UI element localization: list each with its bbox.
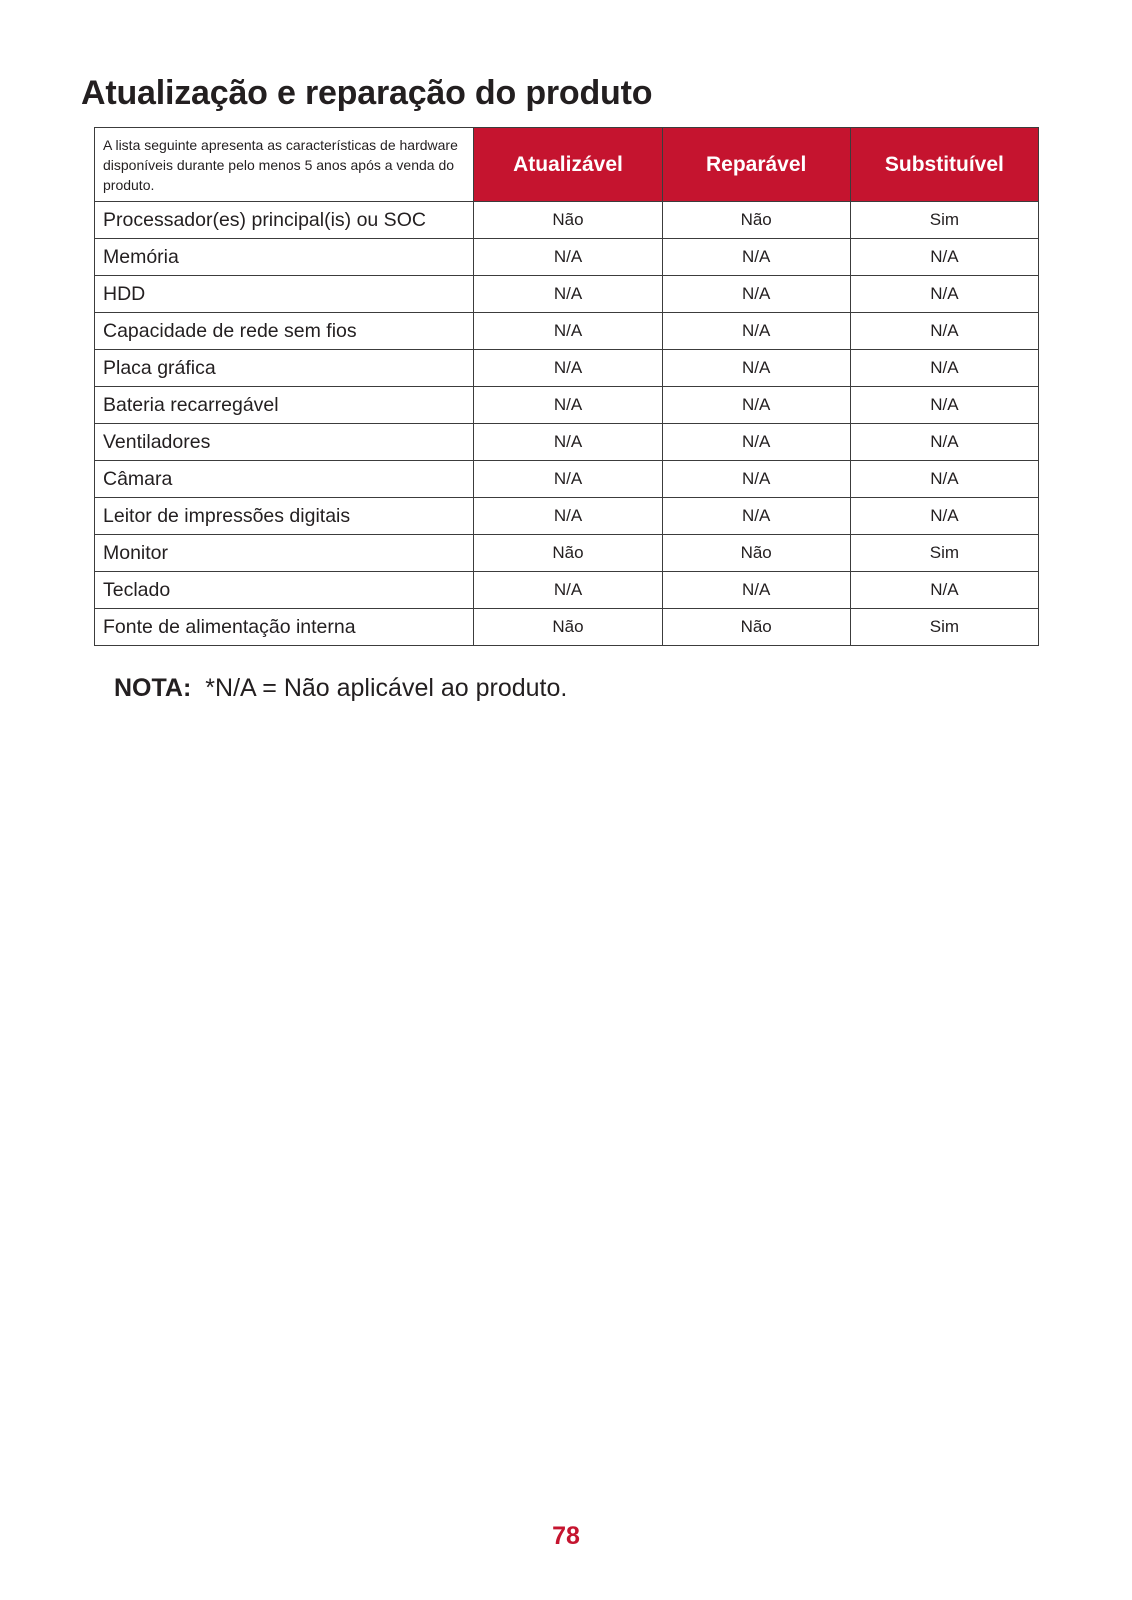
table-row [95, 535, 1039, 572]
row-label: Teclado [95, 572, 474, 609]
cell-value: N/A [850, 239, 1038, 276]
cell-value: N/A [474, 276, 662, 313]
cell-value: N/A [850, 387, 1038, 424]
cell-value: Não [474, 609, 662, 646]
cell-value: N/A [474, 424, 662, 461]
cell-value: N/A [662, 424, 850, 461]
note-text: *N/A = Não aplicável ao produto. [205, 674, 568, 702]
cell-value: N/A [474, 498, 662, 535]
cell-value: N/A [850, 498, 1038, 535]
row-label: Câmara [95, 461, 474, 498]
table-row [95, 202, 1039, 239]
note-label: NOTA: [114, 674, 192, 702]
cell-value: N/A [662, 276, 850, 313]
table-row [95, 350, 1039, 387]
cell-value: N/A [850, 350, 1038, 387]
table-row [95, 498, 1039, 535]
cell-value: Não [662, 535, 850, 572]
row-label: Ventiladores [95, 424, 474, 461]
cell-value: Não [474, 202, 662, 239]
row-label: Monitor [95, 535, 474, 572]
page-number: 78 [552, 1522, 580, 1550]
cell-value: Não [662, 609, 850, 646]
cell-value: Sim [850, 609, 1038, 646]
table-row [95, 424, 1039, 461]
cell-value: N/A [474, 461, 662, 498]
row-label: HDD [95, 276, 474, 313]
cell-value: N/A [662, 498, 850, 535]
cell-value: N/A [474, 239, 662, 276]
cell-value: N/A [850, 276, 1038, 313]
cell-value: N/A [662, 313, 850, 350]
table-row [95, 313, 1039, 350]
cell-value: N/A [474, 572, 662, 609]
cell-value: N/A [662, 572, 850, 609]
cell-value: N/A [474, 313, 662, 350]
cell-value: Não [662, 202, 850, 239]
cell-value: N/A [850, 424, 1038, 461]
row-label: Bateria recarregável [95, 387, 474, 424]
cell-value: N/A [662, 387, 850, 424]
row-label: Memória [95, 239, 474, 276]
cell-value: N/A [662, 461, 850, 498]
cell-value: Sim [850, 535, 1038, 572]
cell-value: N/A [850, 572, 1038, 609]
cell-value: Sim [850, 202, 1038, 239]
table-row [95, 609, 1039, 646]
cell-value: N/A [662, 239, 850, 276]
table-row [95, 461, 1039, 498]
row-label: Processador(es) principal(is) ou SOC [95, 202, 474, 239]
cell-value: N/A [850, 313, 1038, 350]
cell-value: N/A [474, 387, 662, 424]
cell-value: N/A [474, 350, 662, 387]
row-label: Fonte de alimentação interna [95, 609, 474, 646]
row-label: Placa gráfica [95, 350, 474, 387]
column-header-replaceable: Substituível [850, 128, 1038, 202]
row-label: Capacidade de rede sem fios [95, 313, 474, 350]
cell-value: N/A [850, 461, 1038, 498]
note [114, 674, 567, 703]
column-header-upgradable: Atualizável [474, 128, 662, 202]
cell-value: N/A [662, 350, 850, 387]
table-header-row [95, 128, 1039, 202]
cell-value: Não [474, 535, 662, 572]
table-intro-text: A lista seguinte apresenta as características de hardware disponíveis durante pelo menos 5 anos após a venda do produto. [95, 128, 474, 202]
table-row [95, 239, 1039, 276]
hardware-table [94, 127, 1039, 646]
row-label: Leitor de impressões digitais [95, 498, 474, 535]
table-row [95, 276, 1039, 313]
table-row [95, 387, 1039, 424]
column-header-repairable: Reparável [662, 128, 850, 202]
page-title: Atualização e reparação do produto [81, 74, 653, 112]
table-row [95, 572, 1039, 609]
